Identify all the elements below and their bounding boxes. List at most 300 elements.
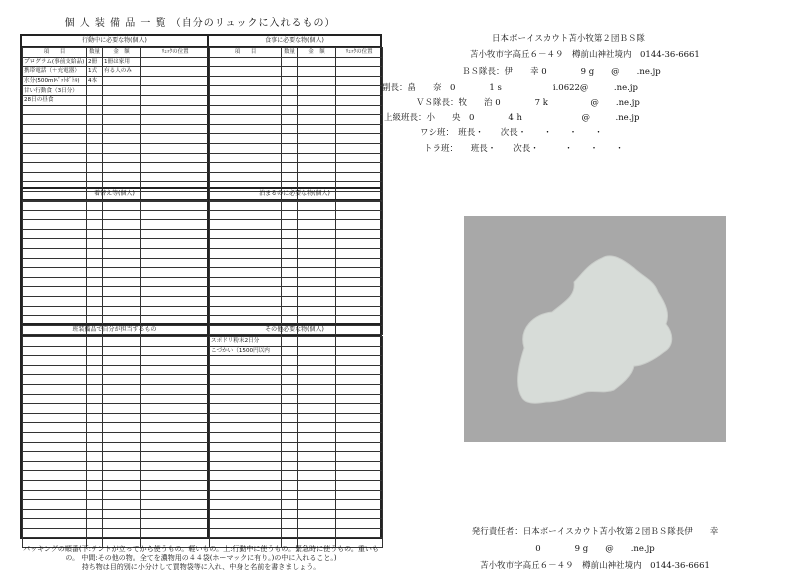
table-cell bbox=[87, 384, 103, 394]
table-cell bbox=[210, 519, 282, 529]
table-row bbox=[23, 163, 210, 173]
table-cell bbox=[336, 490, 383, 500]
table-cell bbox=[298, 210, 336, 220]
table-cell bbox=[298, 76, 336, 86]
table-cell bbox=[298, 115, 336, 125]
table-cell bbox=[210, 442, 282, 452]
table-row bbox=[23, 384, 210, 394]
table-cell bbox=[336, 201, 383, 211]
section-heading: 行動中に必要な物(個人) bbox=[22, 36, 207, 47]
table-cell bbox=[298, 296, 336, 306]
table-cell bbox=[141, 95, 210, 105]
table-cell bbox=[282, 143, 298, 153]
table-cell bbox=[23, 229, 87, 239]
table-cell bbox=[103, 153, 141, 163]
table-cell bbox=[103, 287, 141, 297]
table-cell bbox=[87, 337, 103, 347]
table-cell bbox=[336, 519, 383, 529]
table-cell bbox=[336, 268, 383, 278]
table-cell bbox=[23, 365, 87, 375]
table-cell bbox=[298, 201, 336, 211]
table-cell bbox=[103, 519, 141, 529]
table-cell bbox=[210, 384, 282, 394]
table-row bbox=[23, 394, 210, 404]
table-cell bbox=[210, 105, 282, 115]
table-row bbox=[210, 258, 383, 268]
table-cell bbox=[336, 432, 383, 442]
table-cell bbox=[103, 220, 141, 230]
table-cell bbox=[210, 306, 282, 316]
table-row bbox=[210, 86, 383, 96]
table-cell bbox=[282, 356, 298, 366]
table-cell bbox=[141, 432, 210, 442]
table-cell bbox=[103, 86, 141, 96]
table-cell bbox=[103, 229, 141, 239]
table-cell bbox=[282, 480, 298, 490]
table-cell bbox=[141, 394, 210, 404]
table-cell bbox=[23, 509, 87, 519]
table-cell bbox=[87, 163, 103, 173]
table-cell bbox=[141, 500, 210, 510]
table-cell bbox=[141, 163, 210, 173]
table-cell bbox=[298, 356, 336, 366]
table-cell bbox=[103, 277, 141, 287]
table-cell bbox=[210, 258, 282, 268]
table-row bbox=[210, 519, 383, 529]
table-cell: 4本 bbox=[87, 76, 103, 86]
vs-leader: ＶＳ隊長：牧 治 0 7 k @ .ne.jp bbox=[416, 98, 640, 108]
table-cell bbox=[298, 287, 336, 297]
table-cell bbox=[87, 404, 103, 414]
table-row bbox=[23, 337, 210, 347]
table-row bbox=[23, 528, 210, 538]
table-cell bbox=[23, 306, 87, 316]
table-row bbox=[210, 528, 383, 538]
table-cell bbox=[210, 67, 282, 77]
table-cell bbox=[103, 296, 141, 306]
table-cell bbox=[282, 452, 298, 462]
table-cell bbox=[103, 239, 141, 249]
table-cell bbox=[298, 442, 336, 452]
table-cell bbox=[23, 413, 87, 423]
table-cell bbox=[87, 229, 103, 239]
table-row bbox=[210, 375, 383, 385]
table-cell bbox=[282, 153, 298, 163]
table-cell bbox=[103, 172, 141, 182]
publisher-line-2: 0 9 g @ .ne.jp bbox=[535, 544, 655, 554]
table-cell bbox=[210, 404, 282, 414]
table-cell bbox=[141, 423, 210, 433]
bs-leader: ＢＳ隊長：伊 幸 0 9 g @ .ne.jp bbox=[462, 67, 661, 77]
table-cell bbox=[336, 86, 383, 96]
column-header-row bbox=[210, 48, 383, 58]
table-cell bbox=[87, 442, 103, 452]
table-cell bbox=[282, 528, 298, 538]
table-row bbox=[210, 337, 383, 347]
table-cell bbox=[282, 229, 298, 239]
table-cell bbox=[141, 239, 210, 249]
table-row bbox=[23, 67, 210, 77]
table-row bbox=[23, 413, 210, 423]
table-cell bbox=[141, 346, 210, 356]
table-cell bbox=[87, 124, 103, 134]
section-table bbox=[209, 336, 383, 548]
table-row bbox=[23, 480, 210, 490]
table-cell bbox=[87, 153, 103, 163]
table-cell bbox=[23, 134, 87, 144]
table-cell bbox=[282, 384, 298, 394]
table-cell bbox=[298, 365, 336, 375]
table-cell bbox=[141, 306, 210, 316]
table-cell bbox=[336, 296, 383, 306]
table-cell bbox=[23, 277, 87, 287]
table-row bbox=[210, 404, 383, 414]
table-cell bbox=[23, 296, 87, 306]
table-cell bbox=[87, 375, 103, 385]
table-cell bbox=[103, 365, 141, 375]
table-cell bbox=[23, 384, 87, 394]
table-row bbox=[23, 461, 210, 471]
table-cell bbox=[87, 528, 103, 538]
table-cell bbox=[23, 394, 87, 404]
table-cell bbox=[298, 490, 336, 500]
table-cell bbox=[298, 432, 336, 442]
table-cell bbox=[103, 337, 141, 347]
section-other bbox=[208, 324, 381, 538]
table-cell bbox=[87, 296, 103, 306]
table-cell bbox=[23, 201, 87, 211]
table-cell bbox=[141, 57, 210, 67]
patrol-tiger: トラ班： 班長・ 次長・ ・ ・ ・ bbox=[424, 144, 624, 154]
table-cell bbox=[298, 134, 336, 144]
table-cell bbox=[210, 95, 282, 105]
table-row bbox=[210, 220, 383, 230]
table-cell bbox=[210, 86, 282, 96]
table-cell bbox=[87, 346, 103, 356]
table-cell bbox=[210, 239, 282, 249]
section-heading: 着替え等(個人) bbox=[22, 189, 207, 200]
table-cell bbox=[282, 346, 298, 356]
table-cell bbox=[336, 500, 383, 510]
table-cell bbox=[23, 153, 87, 163]
table-row bbox=[23, 172, 210, 182]
table-row bbox=[210, 287, 383, 297]
table-cell bbox=[141, 365, 210, 375]
table-cell bbox=[336, 239, 383, 249]
table-cell: 28日の昼食 bbox=[23, 95, 87, 105]
table-row bbox=[210, 384, 383, 394]
section-lodging bbox=[208, 188, 381, 324]
table-cell bbox=[282, 67, 298, 77]
table-cell bbox=[141, 134, 210, 144]
table-row bbox=[23, 471, 210, 481]
table-cell bbox=[87, 432, 103, 442]
map-image bbox=[464, 216, 726, 442]
table-cell bbox=[87, 268, 103, 278]
table-row bbox=[210, 490, 383, 500]
table-row bbox=[210, 356, 383, 366]
table-cell bbox=[87, 287, 103, 297]
table-cell bbox=[298, 258, 336, 268]
table-cell bbox=[141, 509, 210, 519]
table-cell bbox=[298, 519, 336, 529]
table-row bbox=[23, 356, 210, 366]
column-header: 金 額 bbox=[298, 48, 336, 58]
table-row bbox=[210, 172, 383, 182]
table-cell bbox=[141, 471, 210, 481]
column-header: ﾘｭｯｸの位置 bbox=[336, 48, 383, 58]
table-cell bbox=[298, 86, 336, 96]
table-cell bbox=[87, 509, 103, 519]
table-cell bbox=[282, 210, 298, 220]
table-cell bbox=[103, 413, 141, 423]
table-cell bbox=[298, 337, 336, 347]
table-row bbox=[210, 480, 383, 490]
table-cell bbox=[210, 296, 282, 306]
table-cell bbox=[23, 124, 87, 134]
table-cell bbox=[336, 95, 383, 105]
table-cell bbox=[282, 394, 298, 404]
table-cell bbox=[87, 201, 103, 211]
table-cell bbox=[282, 461, 298, 471]
table-cell bbox=[141, 105, 210, 115]
table-cell bbox=[23, 461, 87, 471]
table-cell bbox=[141, 258, 210, 268]
table-cell bbox=[87, 115, 103, 125]
table-cell bbox=[336, 57, 383, 67]
table-cell bbox=[336, 452, 383, 462]
table-cell bbox=[23, 239, 87, 249]
table-cell bbox=[210, 365, 282, 375]
table-cell bbox=[87, 172, 103, 182]
table-cell bbox=[141, 124, 210, 134]
table-cell bbox=[282, 306, 298, 316]
table-cell bbox=[87, 239, 103, 249]
table-cell bbox=[103, 384, 141, 394]
table-cell bbox=[282, 220, 298, 230]
table-cell bbox=[141, 229, 210, 239]
table-cell bbox=[87, 480, 103, 490]
table-cell bbox=[87, 105, 103, 115]
table-row bbox=[210, 432, 383, 442]
table-cell: 有る人のみ bbox=[103, 67, 141, 77]
table-row bbox=[210, 452, 383, 462]
org-name: 日本ボーイスカウト苫小牧第２団ＢＳ隊 bbox=[492, 34, 645, 44]
table-cell bbox=[87, 248, 103, 258]
table-cell bbox=[282, 105, 298, 115]
equipment-table bbox=[20, 34, 382, 539]
table-cell bbox=[103, 528, 141, 538]
table-cell bbox=[210, 134, 282, 144]
table-cell bbox=[87, 220, 103, 230]
table-cell bbox=[298, 461, 336, 471]
table-row bbox=[23, 375, 210, 385]
table-cell bbox=[103, 452, 141, 462]
table-cell bbox=[336, 163, 383, 173]
table-row bbox=[210, 509, 383, 519]
table-row bbox=[23, 153, 210, 163]
table-cell bbox=[298, 394, 336, 404]
table-cell bbox=[103, 509, 141, 519]
table-row bbox=[210, 471, 383, 481]
table-cell bbox=[103, 201, 141, 211]
table-row bbox=[210, 76, 383, 86]
table-cell bbox=[23, 490, 87, 500]
table-cell bbox=[103, 124, 141, 134]
table-cell bbox=[141, 413, 210, 423]
table-row bbox=[23, 346, 210, 356]
table-cell bbox=[87, 210, 103, 220]
table-row bbox=[210, 296, 383, 306]
publisher-line-1: 発行責任者：日本ボーイスカウト苫小牧第２団ＢＳ隊長伊 幸 bbox=[471, 527, 719, 537]
table-cell bbox=[103, 76, 141, 86]
table-cell bbox=[336, 124, 383, 134]
table-row bbox=[23, 509, 210, 519]
table-cell bbox=[282, 134, 298, 144]
table-cell bbox=[23, 268, 87, 278]
section-heading: 食事に必要な物(個人) bbox=[209, 36, 380, 47]
table-cell bbox=[141, 210, 210, 220]
table-cell bbox=[282, 268, 298, 278]
table-row bbox=[210, 248, 383, 258]
table-cell bbox=[210, 153, 282, 163]
table-cell bbox=[103, 210, 141, 220]
table-cell bbox=[282, 509, 298, 519]
table-cell bbox=[87, 394, 103, 404]
table-cell bbox=[282, 239, 298, 249]
table-cell bbox=[141, 76, 210, 86]
table-row bbox=[210, 461, 383, 471]
table-cell: スポドリ粉末2日分 bbox=[210, 337, 282, 347]
table-cell bbox=[336, 248, 383, 258]
table-cell bbox=[23, 248, 87, 258]
table-cell bbox=[103, 115, 141, 125]
table-cell bbox=[336, 220, 383, 230]
table-cell bbox=[87, 413, 103, 423]
table-row bbox=[23, 258, 210, 268]
table-row bbox=[23, 201, 210, 211]
table-row bbox=[210, 365, 383, 375]
table-cell bbox=[282, 201, 298, 211]
table-row bbox=[210, 143, 383, 153]
table-cell bbox=[210, 356, 282, 366]
table-cell bbox=[103, 248, 141, 258]
table-cell bbox=[141, 461, 210, 471]
table-row bbox=[23, 143, 210, 153]
table-cell bbox=[23, 500, 87, 510]
table-cell bbox=[282, 404, 298, 414]
table-cell bbox=[298, 423, 336, 433]
table-cell bbox=[336, 528, 383, 538]
table-cell bbox=[141, 277, 210, 287]
table-cell bbox=[87, 423, 103, 433]
table-cell bbox=[282, 413, 298, 423]
table-row bbox=[210, 306, 383, 316]
table-cell bbox=[210, 528, 282, 538]
table-cell: こづかい（1500円以内 bbox=[210, 346, 282, 356]
table-cell bbox=[141, 143, 210, 153]
packing-note bbox=[20, 545, 382, 572]
table-cell bbox=[298, 153, 336, 163]
table-cell bbox=[210, 480, 282, 490]
table-cell: プログラム(事前支給品) bbox=[23, 57, 87, 67]
table-row bbox=[210, 229, 383, 239]
table-cell bbox=[336, 143, 383, 153]
table-cell bbox=[336, 306, 383, 316]
table-cell bbox=[141, 296, 210, 306]
table-row bbox=[210, 210, 383, 220]
table-cell bbox=[336, 423, 383, 433]
table-row bbox=[23, 306, 210, 316]
table-row bbox=[23, 296, 210, 306]
table-cell bbox=[210, 124, 282, 134]
table-cell bbox=[141, 519, 210, 529]
table-row bbox=[210, 423, 383, 433]
table-cell bbox=[87, 500, 103, 510]
section-heading: 班装備品で自分が担当するもの bbox=[22, 325, 207, 336]
table-cell bbox=[282, 296, 298, 306]
table-cell bbox=[282, 471, 298, 481]
table-row bbox=[210, 268, 383, 278]
table-cell bbox=[210, 143, 282, 153]
table-cell bbox=[210, 201, 282, 211]
table-cell bbox=[298, 384, 336, 394]
table-cell bbox=[23, 452, 87, 462]
table-cell bbox=[282, 277, 298, 287]
table-cell bbox=[210, 210, 282, 220]
table-cell bbox=[87, 471, 103, 481]
publisher-line-3: 苫小牧市字高丘６－４９ 樽前山神社境内 0144-36-6661 bbox=[480, 561, 710, 571]
table-cell bbox=[141, 67, 210, 77]
table-cell bbox=[298, 277, 336, 287]
table-row bbox=[210, 442, 383, 452]
table-cell bbox=[298, 480, 336, 490]
table-cell bbox=[336, 480, 383, 490]
table-row bbox=[210, 134, 383, 144]
table-cell bbox=[298, 95, 336, 105]
table-cell bbox=[103, 356, 141, 366]
table-cell bbox=[336, 404, 383, 414]
table-cell bbox=[282, 124, 298, 134]
column-header: 数量 bbox=[282, 48, 298, 58]
table-row bbox=[210, 115, 383, 125]
table-row bbox=[23, 115, 210, 125]
table-cell bbox=[87, 258, 103, 268]
table-cell bbox=[141, 356, 210, 366]
table-row bbox=[23, 229, 210, 239]
table-cell bbox=[298, 67, 336, 77]
table-cell: 1冊は家用 bbox=[103, 57, 141, 67]
page-title: 個 人 装 備 品 一 覧 （自分のリュックに入れるもの） bbox=[64, 18, 336, 29]
table-cell bbox=[23, 442, 87, 452]
table-row bbox=[210, 346, 383, 356]
table-cell bbox=[103, 461, 141, 471]
table-cell bbox=[282, 337, 298, 347]
table-cell bbox=[336, 394, 383, 404]
table-cell bbox=[210, 471, 282, 481]
column-header: ﾘｭｯｸの位置 bbox=[141, 48, 210, 58]
table-row bbox=[210, 163, 383, 173]
table-cell bbox=[103, 143, 141, 153]
table-cell bbox=[298, 268, 336, 278]
table-cell bbox=[141, 268, 210, 278]
table-cell bbox=[210, 461, 282, 471]
table-cell bbox=[23, 105, 87, 115]
section-table bbox=[209, 47, 383, 202]
table-cell bbox=[103, 163, 141, 173]
table-cell bbox=[210, 268, 282, 278]
island-shape bbox=[464, 216, 726, 442]
